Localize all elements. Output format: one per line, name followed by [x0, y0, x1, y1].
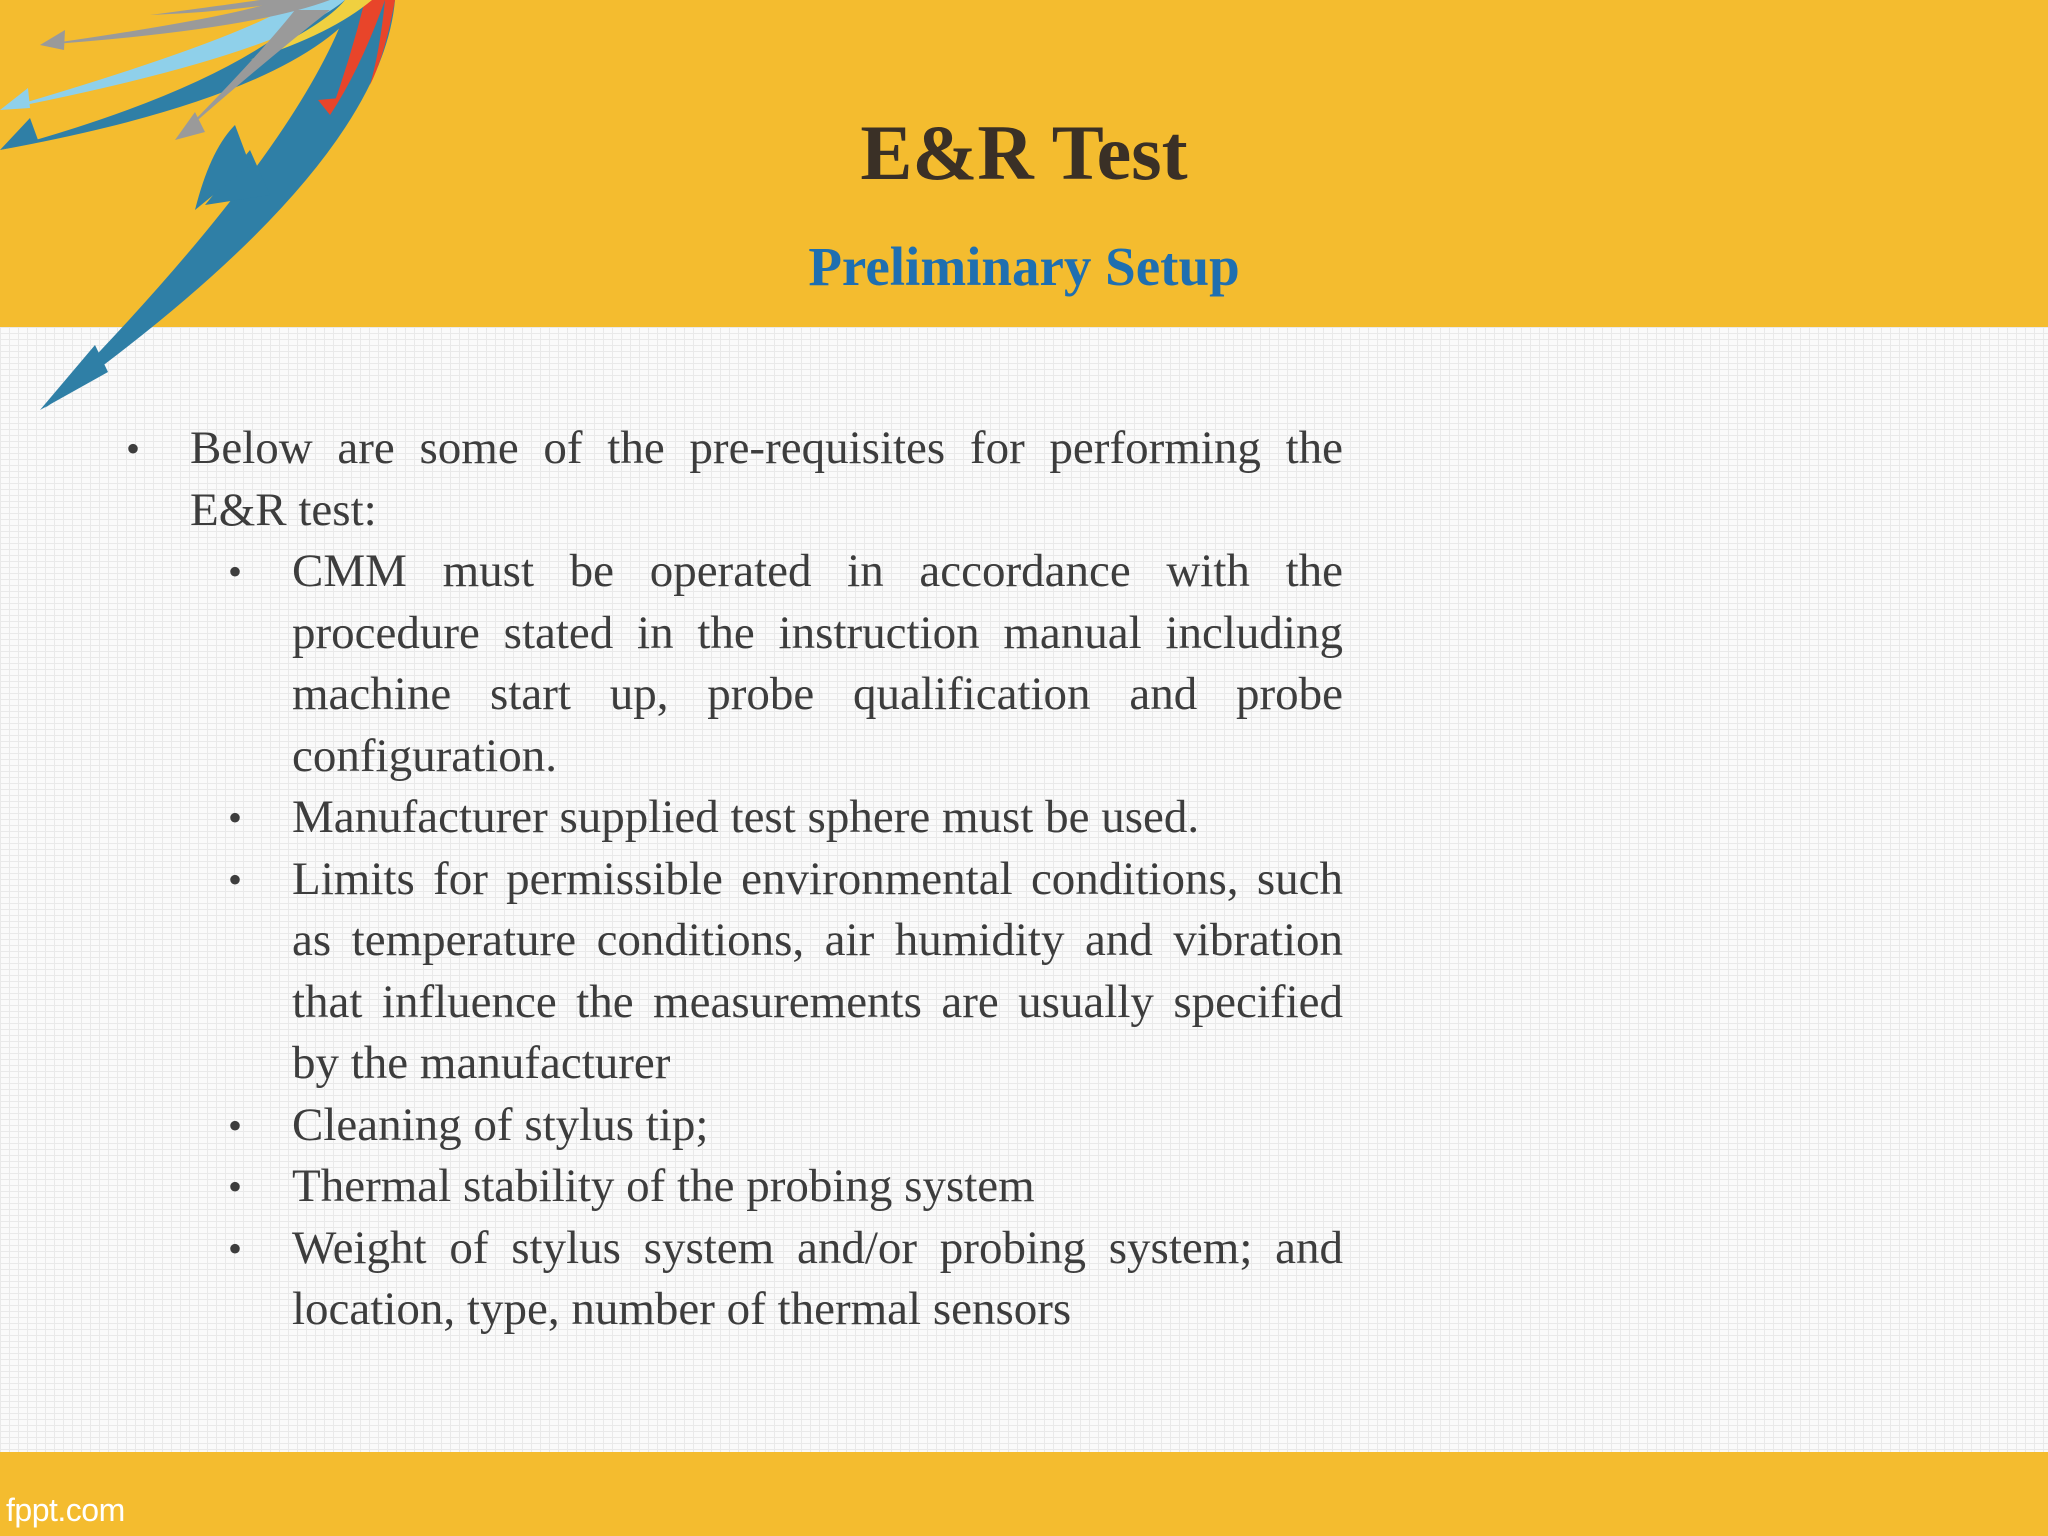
sub-bullet-text: Manufacturer supplied test sphere must be used.	[292, 791, 1200, 843]
list-item	[118, 418, 1343, 541]
bullet-icon: •	[228, 1225, 243, 1271]
list-item	[118, 541, 1343, 787]
sub-bullet-text: Weight of stylus system and/or probing system; and location, type, number of thermal sensors	[292, 1221, 1343, 1335]
bullet-icon: •	[126, 426, 141, 471]
sub-bullet-text: Cleaning of stylus tip;	[292, 1098, 709, 1151]
slide-subtitle: Preliminary Setup	[808, 236, 1240, 297]
footer-band	[0, 1452, 2048, 1536]
bullet-list	[118, 418, 1343, 1341]
list-item	[118, 1095, 1343, 1157]
sub-bullet-text: Limits for permissible environmental conditions, such as temperature conditions, air humidity and vibration that influence the measurements are usually specified by the manufacturer	[292, 852, 1343, 1089]
bullet-icon: •	[228, 856, 243, 902]
list-item	[118, 787, 1343, 849]
list-item	[118, 1156, 1343, 1218]
intro-bullet-text: Below are some of the pre-requisites for performing the E&R test:	[190, 422, 1343, 536]
list-item	[118, 849, 1343, 1095]
sub-bullet-text: Thermal stability of the probing system	[292, 1160, 1035, 1212]
bullet-icon: •	[228, 1102, 243, 1148]
bullet-icon: •	[228, 549, 243, 594]
bullet-icon: •	[228, 795, 243, 840]
decorative-swoosh-graphic	[0, 0, 420, 420]
bullet-icon: •	[228, 1164, 243, 1209]
list-item	[118, 1218, 1343, 1341]
slide-title: E&R Test	[860, 109, 1188, 196]
sub-bullet-text: CMM must be operated in accordance with the procedure stated in the instruction manual including machine start up, probe qualification and probe configuration.	[292, 545, 1343, 782]
footer-brand-text: fppt.com	[6, 1492, 125, 1528]
